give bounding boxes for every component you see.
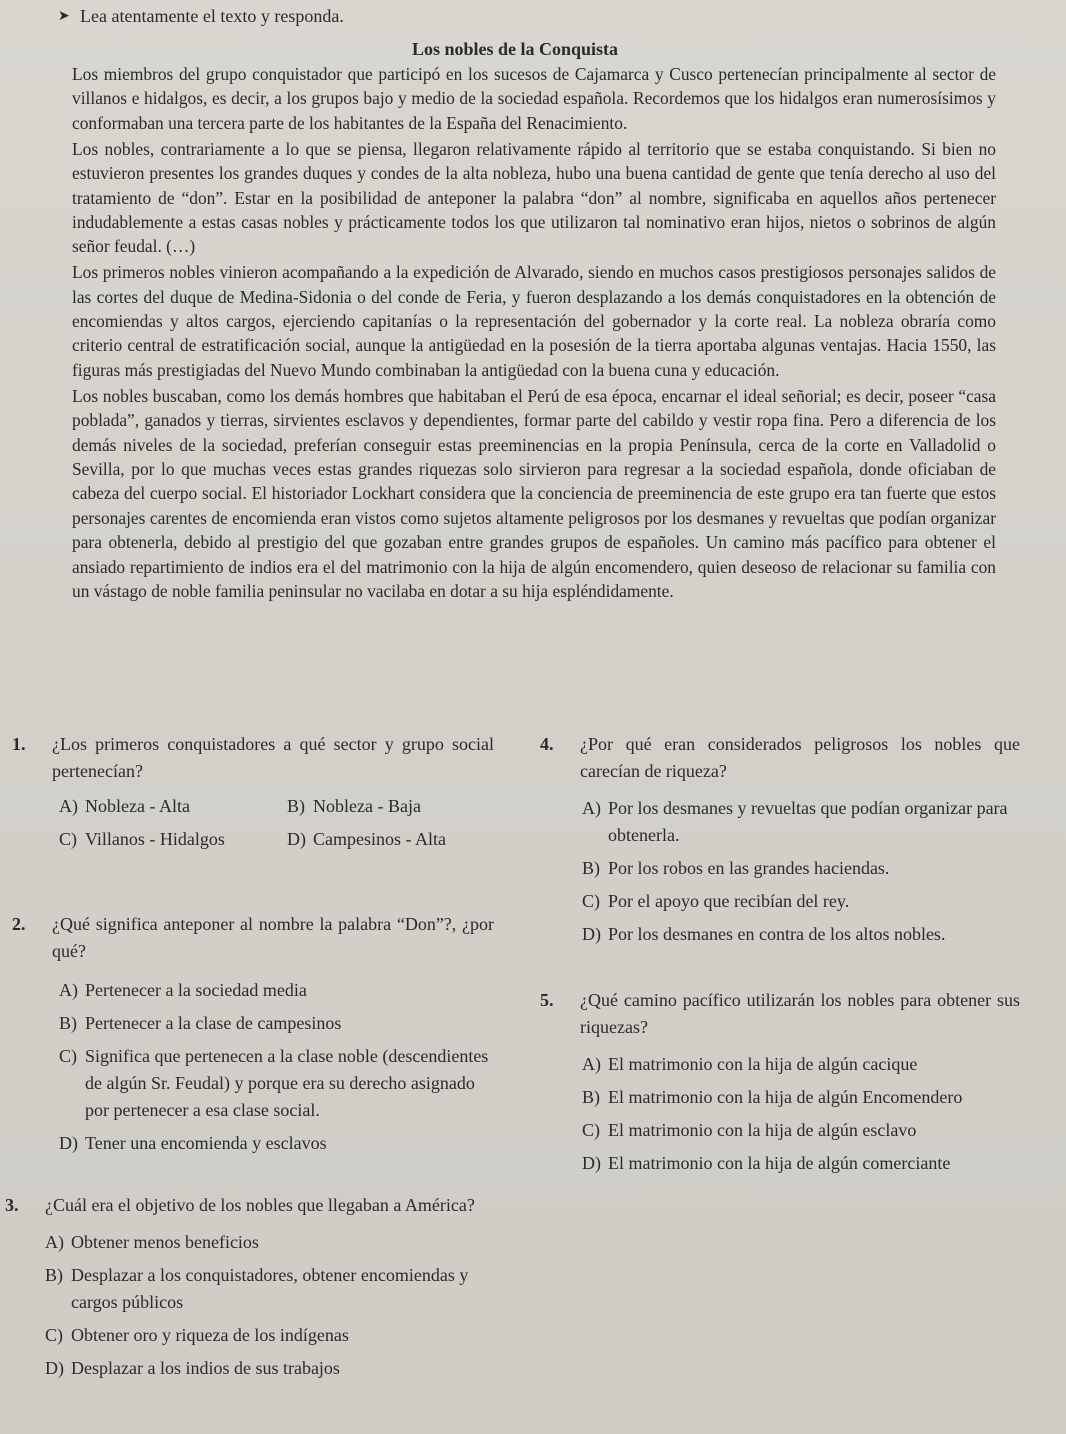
question-3 xyxy=(5,1192,495,1382)
instruction-text: Lea atentamente el texto y responda. xyxy=(80,6,344,26)
option-a[interactable] xyxy=(59,793,287,820)
question-stem: ¿Los primeros conquistadores a qué sector y grupo social pertenecían? xyxy=(52,734,494,781)
option-c[interactable] xyxy=(45,1322,495,1349)
options xyxy=(59,977,497,1157)
option-text: Tener una encomienda y esclavos xyxy=(85,1133,327,1153)
options xyxy=(582,1051,1020,1177)
option-letter: C) xyxy=(59,1046,77,1066)
option-letter: C) xyxy=(59,829,77,849)
option-text: El matrimonio con la hija de algún cacique xyxy=(608,1054,918,1074)
option-text: El matrimonio con la hija de algún esclavo xyxy=(608,1120,917,1140)
option-letter: B) xyxy=(582,1087,600,1107)
option-text: Villanos - Hidalgos xyxy=(85,829,225,849)
option-c[interactable] xyxy=(582,888,1018,915)
question-5 xyxy=(540,987,1020,1177)
option-b[interactable] xyxy=(582,1084,1020,1111)
option-d[interactable] xyxy=(45,1355,495,1382)
option-text: Obtener oro y riqueza de los indígenas xyxy=(71,1325,349,1345)
option-letter: B) xyxy=(59,1013,77,1033)
option-letter: B) xyxy=(582,858,600,878)
option-a[interactable] xyxy=(582,1051,1020,1078)
question-number: 4. xyxy=(540,734,554,754)
option-letter: A) xyxy=(582,798,601,818)
option-text: Por los desmanes y revueltas que podían organizar para obtenerla. xyxy=(608,798,1008,845)
option-text: Desplazar a los conquistadores, obtener encomiendas y cargos públicos xyxy=(71,1265,469,1312)
option-a[interactable] xyxy=(45,1229,495,1256)
option-d[interactable] xyxy=(582,1150,1020,1177)
option-c[interactable] xyxy=(582,1117,1020,1144)
option-a[interactable] xyxy=(582,795,1018,849)
paragraph: Los primeros nobles vinieron acompañando a la expedición de Alvarado, siendo en muchos casos prestigiosos personajes salidos de las cortes del duque de Medina-Sidonia o del conde de Feria, y fueron desplazando a los demás conquistadores en la obtención de encomiendas y altos cargos, ejerciendo capitanías o la representación del gobernador y la corte real. La nobleza obraría como criterio central de estratificación social, aunque la antigüedad en la posesión de la tierra aportaba algunas ventajas. Hacia 1550, las figuras más prestigiadas del Nuevo Mundo combinaban la antigüedad con la buena cuna y educación. xyxy=(72,262,996,380)
option-letter: A) xyxy=(45,1232,64,1252)
question-1 xyxy=(12,731,494,853)
instruction xyxy=(58,6,344,27)
option-d[interactable] xyxy=(582,921,1018,948)
option-letter: C) xyxy=(582,1120,600,1140)
options xyxy=(59,793,494,853)
question-number: 5. xyxy=(540,990,554,1010)
option-c[interactable] xyxy=(59,1043,497,1124)
question-number: 3. xyxy=(5,1195,19,1215)
reading-title: Los nobles de la Conquista xyxy=(411,39,619,59)
option-text: Por los desmanes en contra de los altos nobles. xyxy=(608,924,946,944)
option-b[interactable] xyxy=(582,855,1018,882)
question-number: 2. xyxy=(12,914,26,934)
option-letter: D) xyxy=(59,1133,78,1153)
option-a[interactable] xyxy=(59,977,497,1004)
option-text: El matrimonio con la hija de algún Encomendero xyxy=(608,1087,963,1107)
option-text: El matrimonio con la hija de algún comerciante xyxy=(608,1153,951,1173)
paragraph: Los nobles, contrariamente a lo que se piensa, llegaron relativamente rápido al territorio que se estaba conquistando. Si bien no estuvieron presentes los grandes duques y condes de la alta nobleza, hubo una buena cantidad de gente que tenía derecho al uso del tratamiento de “don”. Estar en la posibilidad de anteponer la palabra “don” al nombre, significaba en aquellos años pertenecer indudablemente a estas casas nobles y prácticamente todos los que utilizaron tal nominativo eran hijos, nietos o sobrinos de algún señor feudal. (…) xyxy=(72,138,996,257)
option-letter: A) xyxy=(582,1054,601,1074)
option-text: Por el apoyo que recibían del rey. xyxy=(608,891,850,911)
option-letter: D) xyxy=(582,1153,601,1173)
option-text: Campesinos - Alta xyxy=(313,829,446,849)
option-letter: B) xyxy=(287,796,305,816)
option-text: Por los robos en las grandes haciendas. xyxy=(608,858,890,878)
paragraph: Los miembros del grupo conquistador que participó en los sucesos de Cajamarca y Cusco pertenecían principalmente al sector de villanos e hidalgos, es decir, a los grupos bajo y medio de la sociedad española. Recordemos que los hidalgos eran numerosísimos y conformaban una tercera parte de los habitantes de la España del Renacimiento. xyxy=(72,64,996,133)
arrow-bullet-icon: ➤ xyxy=(58,9,70,24)
option-letter: A) xyxy=(59,796,78,816)
options xyxy=(582,795,1018,948)
question-4 xyxy=(540,731,1020,948)
option-letter: D) xyxy=(287,829,306,849)
question-stem: ¿Qué significa anteponer al nombre la palabra “Don”?, ¿por qué? xyxy=(52,914,494,961)
option-b[interactable] xyxy=(59,1010,497,1037)
question-stem: ¿Por qué eran considerados peligrosos los nobles que carecían de riqueza? xyxy=(580,734,1020,781)
option-text: Obtener menos beneficios xyxy=(71,1232,259,1252)
option-text: Nobleza - Alta xyxy=(85,796,190,816)
paragraph: Los nobles buscaban, como los demás hombres que habitaban el Perú de esa época, encarnar el ideal señorial; es decir, poseer “casa poblada”, ganados y tierras, sirvientes esclavos y dependientes, formar parte del cabildo y vestir ropa fina. Pero a diferencia de los demás niveles de la sociedad, preferían conseguir estas preeminencias en la propia Península, cerca de la corte en Valladolid o Sevilla, por lo que muchas veces estas grandes riquezas solo sirvieron para regresar a la sociedad española, donde oficiaban de cabeza del cuerpo social. El historiador Lockhart considera que la conciencia de preeminencia de este grupo era tan fuerte que estos personajes carentes de encomienda eran vistos como sujetos altamente peligrosos por los desmanes y revueltas que podían organizar para obtenerla, debido al prestigio del que gozaban entre grandes grupos de españoles. Un camino más pacífico para obtener el ansiado repartimiento de indios era el del matrimonio con la hija de algún encomendero, quien deseoso de relacionar su familia con un vástago de noble familia peninsular no vacilaba en dotar a su hija espléndidamente. xyxy=(72,385,996,602)
option-b[interactable] xyxy=(287,793,507,820)
option-letter: C) xyxy=(45,1325,63,1345)
option-text: Pertenecer a la sociedad media xyxy=(85,980,307,1000)
question-stem: ¿Cuál era el objetivo de los nobles que llegaban a América? xyxy=(45,1195,475,1215)
option-c[interactable] xyxy=(59,826,287,853)
question-2 xyxy=(12,911,494,1157)
reading-text xyxy=(72,62,996,603)
option-text: Pertenecer a la clase de campesinos xyxy=(85,1013,342,1033)
option-letter: D) xyxy=(45,1358,64,1378)
option-letter: A) xyxy=(59,980,78,1000)
option-letter: B) xyxy=(45,1265,63,1285)
options xyxy=(45,1229,495,1382)
question-stem: ¿Qué camino pacífico utilizarán los nobles para obtener sus riquezas? xyxy=(580,990,1020,1037)
option-text: Desplazar a los indios de sus trabajos xyxy=(71,1358,340,1378)
option-letter: C) xyxy=(582,891,600,911)
option-b[interactable] xyxy=(45,1262,495,1316)
option-d[interactable] xyxy=(59,1130,497,1157)
option-text: Nobleza - Baja xyxy=(313,796,421,816)
option-letter: D) xyxy=(582,924,601,944)
option-text: Significa que pertenecen a la clase noble (descendientes de algún Sr. Feudal) y porque era su derecho asignado por pertenecer a esa clase social. xyxy=(85,1046,489,1120)
option-d[interactable] xyxy=(287,826,507,853)
question-number: 1. xyxy=(12,734,26,754)
